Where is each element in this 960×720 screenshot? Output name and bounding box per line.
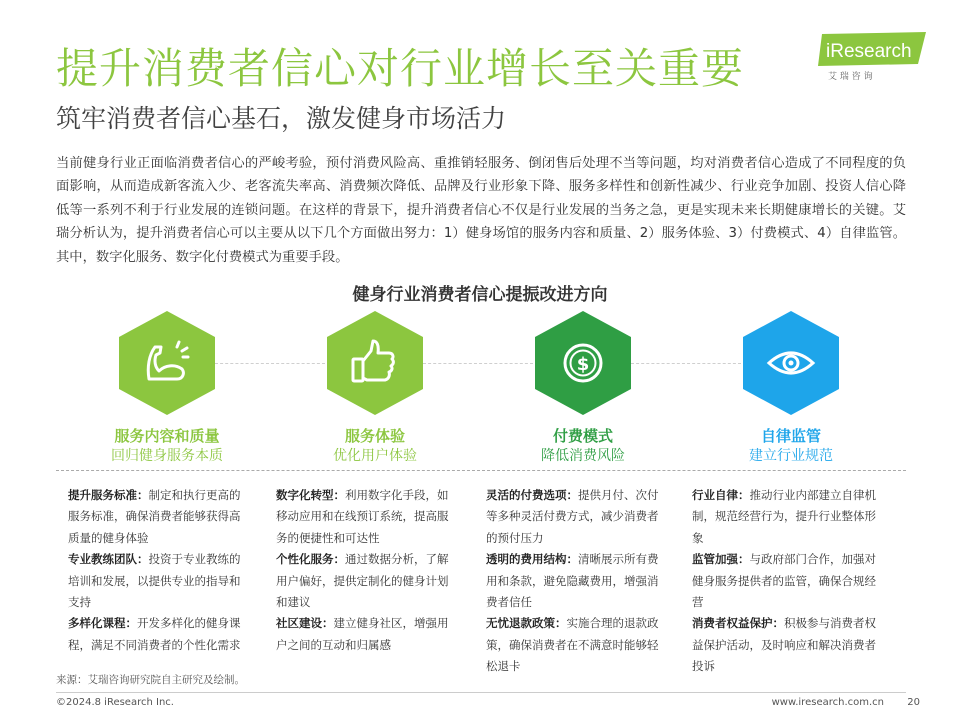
- item-label: 透明的费用结构：: [486, 552, 578, 567]
- item-text: 利用数字化手段，如移动应用和在线预订系统，提高服务的便捷性和可达性: [276, 488, 449, 545]
- column-item: [276, 549, 458, 613]
- item-label: 行业自律：: [692, 488, 750, 502]
- item-label: 灵活的付费选项：: [486, 488, 578, 502]
- item-label: 专业教练团队：: [68, 552, 149, 567]
- svg-text:$: $: [576, 354, 590, 375]
- hexagon-service-content: [119, 311, 215, 415]
- item-text: 推动行业内部建立自律机制，规范经营行为，提升行业整体形象: [692, 488, 876, 545]
- column-item: [692, 485, 878, 549]
- column-item: [68, 613, 250, 656]
- dashed-divider: [56, 470, 906, 471]
- hexagon-payment-model: [535, 311, 631, 415]
- item-label: 多样化课程：: [68, 616, 137, 631]
- connector-line: [215, 363, 325, 364]
- diagram-title: 健身行业消费者信心提振改进方向: [352, 285, 608, 305]
- column-item: [486, 613, 668, 677]
- dollar-coin-icon: [565, 345, 601, 381]
- column-item: [486, 485, 668, 549]
- column-item: [68, 485, 250, 549]
- connector-line: [631, 363, 741, 364]
- item-label: 个性化服务：: [276, 552, 345, 567]
- column-subtitle: 优化用户体验: [333, 448, 417, 464]
- item-label: 社区建设：: [276, 616, 334, 631]
- iresearch-logo: [818, 32, 928, 82]
- column-body-service-experience: [276, 485, 458, 656]
- page-title: 提升消费者信心对行业增长至关重要: [56, 44, 745, 93]
- item-text: 制定和执行更高的服务标准，确保消费者能够获得高质量的健身体验: [68, 488, 241, 545]
- logo-brand: iResearch: [826, 41, 912, 62]
- column-item: [692, 549, 878, 613]
- column-title: 自律监管: [760, 427, 821, 445]
- column-body-self-regulation: [692, 485, 878, 678]
- item-label: 无忧退款政策：: [486, 616, 567, 631]
- column-subtitle: 建立行业规范: [749, 448, 833, 464]
- logo-cn: 艾 瑞 咨 询: [828, 72, 873, 82]
- column-subtitle: 降低消费风险: [541, 448, 625, 464]
- item-label: 提升服务标准：: [68, 488, 149, 502]
- hexagon-service-experience: [327, 311, 423, 415]
- column-item: [486, 549, 668, 613]
- column-title: 服务内容和质量: [114, 427, 220, 445]
- item-text: 清晰展示所有费用和条款，避免隐藏费用，增强消费者信任: [486, 552, 659, 610]
- item-text: 通过数据分析，了解用户偏好，提供定制化的健身计划和建议: [276, 552, 449, 610]
- item-text: 实施合理的退款政策，确保消费者在不满意时能够轻松退卡: [486, 616, 659, 674]
- hexagon-self-regulation: [743, 311, 839, 415]
- page-subtitle: 筑牢消费者信心基石，激发健身市场活力: [56, 104, 507, 133]
- item-label: 数字化转型：: [276, 488, 345, 502]
- item-text: 投资于专业教练的培训和发展，以提供专业的指导和支持: [68, 552, 241, 610]
- item-text: 积极参与消费者权益保护活动，及时响应和解决消费者投诉: [692, 616, 876, 674]
- column-title: 付费模式: [552, 427, 613, 445]
- source-note: 来源：艾瑞咨询研究院自主研究及绘制。: [56, 674, 245, 686]
- item-text: 建立健身社区，增强用户之间的互动和归属感: [276, 616, 449, 652]
- column-body-service-content: [68, 485, 250, 656]
- item-text: 与政府部门合作，加强对健身服务提供者的监管，确保合规经营: [692, 552, 876, 610]
- intro-paragraph: 当前健身行业正面临消费者信心的严峻考验，预付消费风险高、重推销轻服务、倒闭售后处理不当等问题，均对消费者信心造成了不同程度的负面影响，从而造成新客流入少、老客流失率高、消费频次降低、品牌及行业形象下降、服务多样性和创新性减少、行业竞争加剧、投资人信心降低等一系列不利于行业发展的连锁问题。在这样的背景下，提升消费者信心不仅是行业发展的当务之急，更是实现未来长期健康增长的关键。艾瑞分析认为，提升消费者信心可以主要从以下几个方面做出努力：1）健身场馆的服务内容和质量、2）服务体验、3）付费模式、4）自律监管。其中，数字化服务、数字化付费模式为重要手段。: [56, 156, 906, 265]
- footer-copyright: ©2024.8 iResearch Inc.: [56, 697, 174, 708]
- column-item: [68, 549, 250, 613]
- item-text: 提供月付、次付等多种灵活付费方式，减少消费者的预付压力: [486, 488, 659, 545]
- item-label: 监管加强：: [692, 552, 750, 567]
- column-body-payment-model: [486, 485, 668, 678]
- column-item: [276, 613, 458, 656]
- column-item: [692, 613, 878, 677]
- page-number: 20: [907, 697, 920, 708]
- footer-url: www.iresearch.com.cn: [771, 697, 884, 708]
- footer-divider: [56, 692, 906, 693]
- column-subtitle: 回归健身服务本质: [111, 448, 223, 464]
- item-text: 开发多样化的健身课程，满足不同消费者的个性化需求: [68, 616, 241, 652]
- item-label: 消费者权益保护：: [692, 616, 784, 631]
- column-title: 服务体验: [344, 427, 405, 445]
- column-item: [276, 485, 458, 549]
- connector-line: [423, 363, 533, 364]
